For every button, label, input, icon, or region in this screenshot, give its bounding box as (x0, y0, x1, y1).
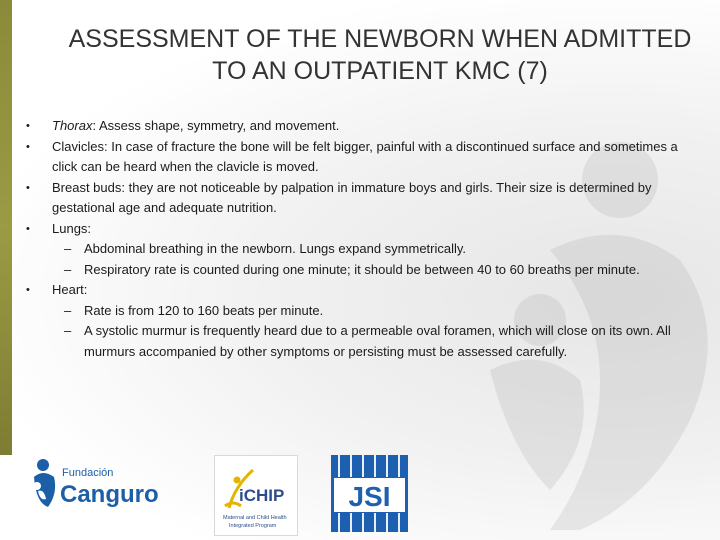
bullet-text: Heart: (52, 282, 88, 297)
sub-bullet-text: A systolic murmur is frequently heard due to a permeable oval foramen, which will close on its own. All murmurs accompanied by other symptoms or persisting must be assessed carefully. (84, 323, 671, 359)
bullet-breast-buds (24, 178, 689, 219)
bullet-thorax (24, 116, 689, 137)
sub-bullet-heart-1 (24, 301, 689, 322)
bullet-lungs (24, 219, 689, 240)
logo-strip (0, 455, 720, 540)
bullet-text: : Assess shape, symmetry, and movement. (92, 118, 340, 133)
bullet-heart (24, 280, 689, 301)
slide-body (24, 116, 689, 362)
fundacion-canguro-logo (28, 455, 178, 515)
accent-bar (0, 0, 12, 455)
ichip-logo (214, 455, 298, 536)
bullet-clavicles (24, 137, 689, 178)
jsi-logo (331, 455, 408, 532)
bullet-text: Clavicles: In case of fracture the bone will be felt bigger, painful with a discontinued surface and sometimes a click can be heard when the clavicle is moved. (52, 138, 678, 174)
ichip-name: iCHIP (239, 486, 285, 505)
sub-bullet-text: Rate is from 120 to 160 beats per minute. (84, 302, 324, 318)
ichip-tagline-2: Integrated Program (229, 523, 277, 529)
term-thorax: Thorax (52, 118, 93, 133)
canguro-line2: Canguro (60, 481, 159, 508)
sub-bullet-text: Abdominal breathing in the newborn. Lungs expand symmetrically. (84, 241, 467, 256)
sub-bullet-heart-2 (24, 321, 689, 362)
canguro-line1: Fundación (62, 467, 114, 479)
jsi-name: JSI (348, 481, 391, 512)
bullet-text: Breast buds: they are not noticeable by palpation in immature boys and girls. Their size is determined by gestational age and adequate nutrition. (52, 179, 652, 215)
sub-bullet-text: Respiratory rate is counted during one minute; it should be between 40 to 60 breaths per minute. (84, 261, 640, 277)
sub-bullet-lungs-2 (24, 260, 689, 281)
sub-bullet-lungs-1 (24, 239, 689, 260)
slide-title: ASSESSMENT OF THE NEWBORN WHEN ADMITTED TO AN OUTPATIENT KMC (7) (68, 24, 692, 85)
ichip-tagline-1: Maternal and Child Health (223, 515, 287, 521)
bullet-text: Lungs: (52, 220, 92, 236)
